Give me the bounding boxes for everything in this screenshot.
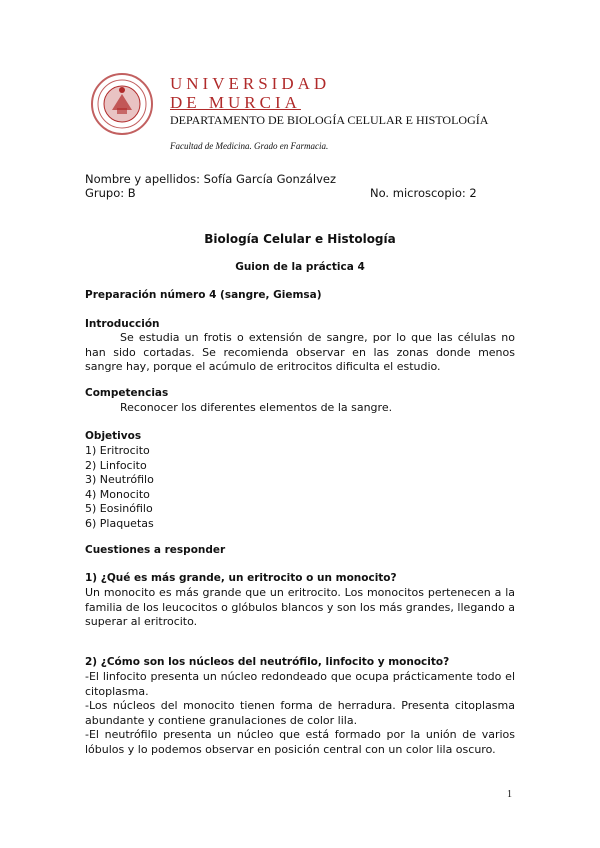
preparation-heading: Preparación número 4 (sangre, Giemsa) (85, 289, 322, 301)
document-title: Biología Celular e Histología (204, 232, 396, 246)
question-1: 1) ¿Qué es más grande, un eritrocito o un monocito? (85, 572, 397, 584)
competencies-heading: Competencias (85, 387, 169, 399)
objectives-list (85, 444, 154, 531)
answer-2-item: -Los núcleos del monocito tienen forma de herradura. Presenta citoplasma abundante y contiene granulaciones de color lila. (85, 699, 515, 727)
objectives-heading: Objetivos (85, 430, 142, 442)
page-number: 1 (507, 789, 512, 800)
list-item: 1) Eritrocito (85, 444, 150, 457)
answer-1: Un monocito es más grande que un eritrocito. Los monocitos pertenecen a la familia de los leucocitos o glóbulos blancos y son los más grandes, llegando a superar al eritrocito. (85, 586, 515, 628)
answer-2 (85, 670, 515, 757)
answer-2-item: -El neutrófilo presenta un núcleo que está formado por la unión de varios lóbulos y lo podemos observar en posición central con un color lila oscuro. (85, 728, 515, 756)
intro-text (85, 331, 515, 375)
list-item: 6) Plaquetas (85, 516, 154, 530)
intro-paragraph: Se estudia un frotis o extensión de sangre, por lo que las células no han sido cortadas. Se recomienda observar en las zonas donde menos sangre hay, porque el acúmulo de eritrocitos dificulta el estudio. (85, 331, 515, 373)
questions-heading: Cuestiones a responder (85, 544, 226, 556)
list-item: 4) Monocito (85, 487, 150, 501)
answer-2-item: -El linfocito presenta un núcleo redondeado que ocupa prácticamente todo el citoplasma. (85, 670, 515, 698)
competencies-text (85, 401, 515, 416)
list-item: 3) Neutrófilo (85, 473, 154, 486)
university-line1: UNIVERSIDAD (170, 74, 331, 93)
university-seal-icon (90, 72, 154, 136)
competencies-paragraph: Reconocer los diferentes elementos de la sangre. (120, 401, 393, 414)
microscope-number: No. microscopio: 2 (370, 186, 477, 200)
question-2: 2) ¿Cómo son los núcleos del neutrófilo, linfocito y monocito? (85, 656, 450, 668)
student-name: Nombre y apellidos: Sofía García Gonzálvez (85, 172, 337, 186)
faculty-name: Facultad de Medicina. Grado en Farmacia. (170, 141, 329, 151)
list-item: 5) Eosinófilo (85, 502, 153, 515)
intro-heading: Introducción (85, 318, 160, 330)
student-group: Grupo: B (85, 186, 136, 200)
university-line2: DE MURCIA (170, 93, 301, 112)
university-name (170, 74, 330, 112)
document-subtitle: Guion de la práctica 4 (235, 261, 365, 273)
list-item: 2) Linfocito (85, 458, 147, 472)
department-name: DEPARTAMENTO DE BIOLOGÍA CELULAR E HISTOLOGÍA (170, 113, 489, 127)
